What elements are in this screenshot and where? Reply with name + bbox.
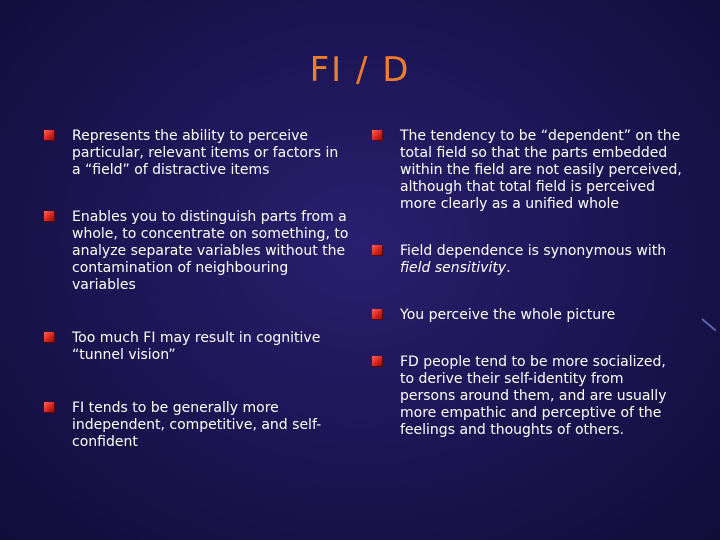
bullet-item — [44, 128, 349, 179]
bullet-text: Too much FI may result in cognitive “tunnel vision” — [72, 330, 321, 363]
bullet-item — [372, 354, 682, 439]
bullet-item — [372, 128, 682, 213]
bullet-text: The tendency to be “dependent” on the total field so that the parts embedded within the field are not easily perceived, although that total field is perceived more clearly as a unified whole — [400, 128, 682, 212]
bullet-text: Represents the ability to perceive particular, relevant items or factors in a “field” of distractive items — [72, 128, 339, 178]
decorative-line — [701, 318, 716, 331]
right-column — [372, 128, 682, 439]
square-bullet-icon — [372, 130, 382, 140]
slide-title: FI / D — [309, 50, 411, 90]
bullet-text: FD people tend to be more socialized, to derive their self-identity from persons around them, and are usually more empathic and perceptive of the feelings and thoughts of others. — [400, 354, 667, 438]
bullet-text: FI tends to be generally more independent, competitive, and self-confident — [72, 400, 322, 450]
bullet-text: You perceive the whole picture — [400, 307, 616, 323]
left-column — [44, 128, 349, 451]
square-bullet-icon — [372, 245, 382, 255]
square-bullet-icon — [44, 332, 54, 342]
bullet-item — [44, 209, 349, 294]
bullet-item — [372, 307, 682, 324]
bullet-text-suffix: . — [506, 260, 511, 276]
emphasis-text: field sensitivity — [400, 260, 507, 276]
square-bullet-icon — [44, 130, 54, 140]
bullet-text: Enables you to distinguish parts from a whole, to concentrate on something, to analyze separate variables without the contamination of neighbouring variables — [72, 209, 349, 293]
square-bullet-icon — [44, 402, 54, 412]
square-bullet-icon — [44, 211, 54, 221]
square-bullet-icon — [372, 356, 382, 366]
bullet-item — [44, 400, 349, 451]
bullet-item — [44, 330, 349, 364]
bullet-text-main: Field dependence is synonymous with — [400, 243, 667, 259]
bullet-item — [372, 243, 682, 277]
square-bullet-icon — [372, 309, 382, 319]
bullet-text — [400, 243, 666, 276]
